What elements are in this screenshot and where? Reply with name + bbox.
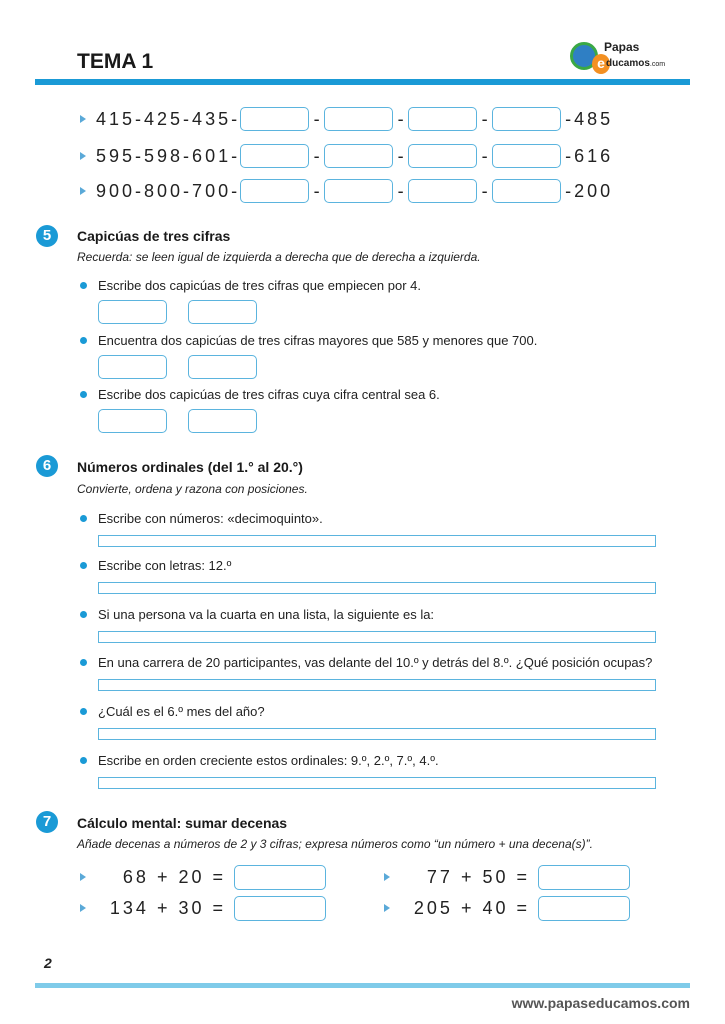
answer-box[interactable] <box>234 865 326 890</box>
sequence-row: 595-598-601- - - - -616 <box>80 143 613 169</box>
bullet-icon <box>80 391 87 398</box>
answer-box[interactable] <box>188 300 257 324</box>
answer-line[interactable] <box>98 535 656 547</box>
bullet-triangle-icon <box>80 187 86 195</box>
page-number: 2 <box>44 955 52 971</box>
bullet-icon <box>80 282 87 289</box>
answer-box[interactable] <box>98 355 167 379</box>
header-divider <box>35 79 690 85</box>
bullet-icon <box>80 757 87 764</box>
exercise-item: Escribe con números: «decimoquinto». <box>80 511 323 526</box>
section-subtitle: Recuerda: se leen igual de izquierda a derecha que de derecha a izquierda. <box>77 250 481 264</box>
exercise-item: En una carrera de 20 participantes, vas delante del 10.º y detrás del 8.º. ¿Qué posición ocupas? <box>80 655 652 670</box>
bullet-triangle-icon <box>384 904 390 912</box>
answer-line[interactable] <box>98 728 656 740</box>
answer-line[interactable] <box>98 582 656 594</box>
exercise-item: Escribe en orden creciente estos ordinales: 9.º, 2.º, 7.º, 4.º. <box>80 753 439 768</box>
answer-box[interactable] <box>408 107 477 131</box>
exercise-item: Encuentra dos capicúas de tres cifras mayores que 585 y menores que 700. <box>80 333 537 348</box>
bullet-icon <box>80 515 87 522</box>
sequence-end: -616 <box>565 145 614 166</box>
bullet-icon <box>80 562 87 569</box>
answer-box[interactable] <box>538 896 630 921</box>
section-title: Capicúas de tres cifras <box>77 228 231 244</box>
sequence-row: 415-425-435- - - - -485 <box>80 106 613 132</box>
calc-row: 205 + 40 = <box>384 895 630 921</box>
section-subtitle: Convierte, ordena y razona con posiciones. <box>77 482 308 496</box>
bullet-triangle-icon <box>384 873 390 881</box>
bullet-triangle-icon <box>80 904 86 912</box>
answer-box[interactable] <box>188 409 257 433</box>
answer-box[interactable] <box>188 355 257 379</box>
bullet-icon <box>80 659 87 666</box>
answer-line[interactable] <box>98 777 656 789</box>
answer-box[interactable] <box>408 179 477 203</box>
answer-box[interactable] <box>538 865 630 890</box>
footer-url[interactable]: www.papaseducamos.com <box>511 995 690 1011</box>
logo: e Papas ducamos.com <box>570 38 690 76</box>
answer-line[interactable] <box>98 679 656 691</box>
bullet-icon <box>80 337 87 344</box>
section-number: 6 <box>36 455 58 477</box>
answer-box[interactable] <box>492 179 561 203</box>
answer-box[interactable] <box>408 144 477 168</box>
calc-row: 77 + 50 = <box>384 864 630 890</box>
section-subtitle: Añade decenas a números de 2 y 3 cifras; expresa números como “un número + una decena(s)”. <box>77 837 593 851</box>
sequence-start: 595-598-601- <box>96 145 241 166</box>
calc-row: 68 + 20 = <box>80 864 326 890</box>
answer-box[interactable] <box>324 144 393 168</box>
section-title: Números ordinales (del 1.° al 20.°) <box>77 459 303 475</box>
answer-box[interactable] <box>240 179 309 203</box>
bullet-triangle-icon <box>80 873 86 881</box>
sequence-start: 415-425-435- <box>96 108 241 129</box>
answer-box[interactable] <box>240 144 309 168</box>
exercise-item: Escribe dos capicúas de tres cifras cuya cifra central sea 6. <box>80 387 440 402</box>
logo-e-icon: e <box>592 54 610 74</box>
answer-box[interactable] <box>492 144 561 168</box>
answer-box[interactable] <box>234 896 326 921</box>
bullet-triangle-icon <box>80 115 86 123</box>
answer-line[interactable] <box>98 631 656 643</box>
calc-row: 134 + 30 = <box>80 895 326 921</box>
sequence-start: 900-800-700- <box>96 180 241 201</box>
sequence-end: -200 <box>565 180 614 201</box>
sequence-row: 900-800-700- - - - -200 <box>80 178 613 204</box>
answer-box[interactable] <box>324 107 393 131</box>
answer-box[interactable] <box>492 107 561 131</box>
answer-box[interactable] <box>324 179 393 203</box>
section-number: 7 <box>36 811 58 833</box>
exercise-item: Escribe con letras: 12.º <box>80 558 231 573</box>
page-title: TEMA 1 <box>77 50 154 73</box>
bullet-icon <box>80 708 87 715</box>
section-title: Cálculo mental: sumar decenas <box>77 815 288 831</box>
sequence-end: -485 <box>565 108 614 129</box>
section-number: 5 <box>36 225 58 247</box>
answer-box[interactable] <box>240 107 309 131</box>
exercise-item: Si una persona va la cuarta en una lista, la siguiente es la: <box>80 607 434 622</box>
bullet-icon <box>80 611 87 618</box>
answer-box[interactable] <box>98 409 167 433</box>
bullet-triangle-icon <box>80 152 86 160</box>
answer-box[interactable] <box>98 300 167 324</box>
footer-divider <box>35 983 690 988</box>
exercise-item: Escribe dos capicúas de tres cifras que empiecen por 4. <box>80 278 421 293</box>
exercise-item: ¿Cuál es el 6.º mes del año? <box>80 704 265 719</box>
